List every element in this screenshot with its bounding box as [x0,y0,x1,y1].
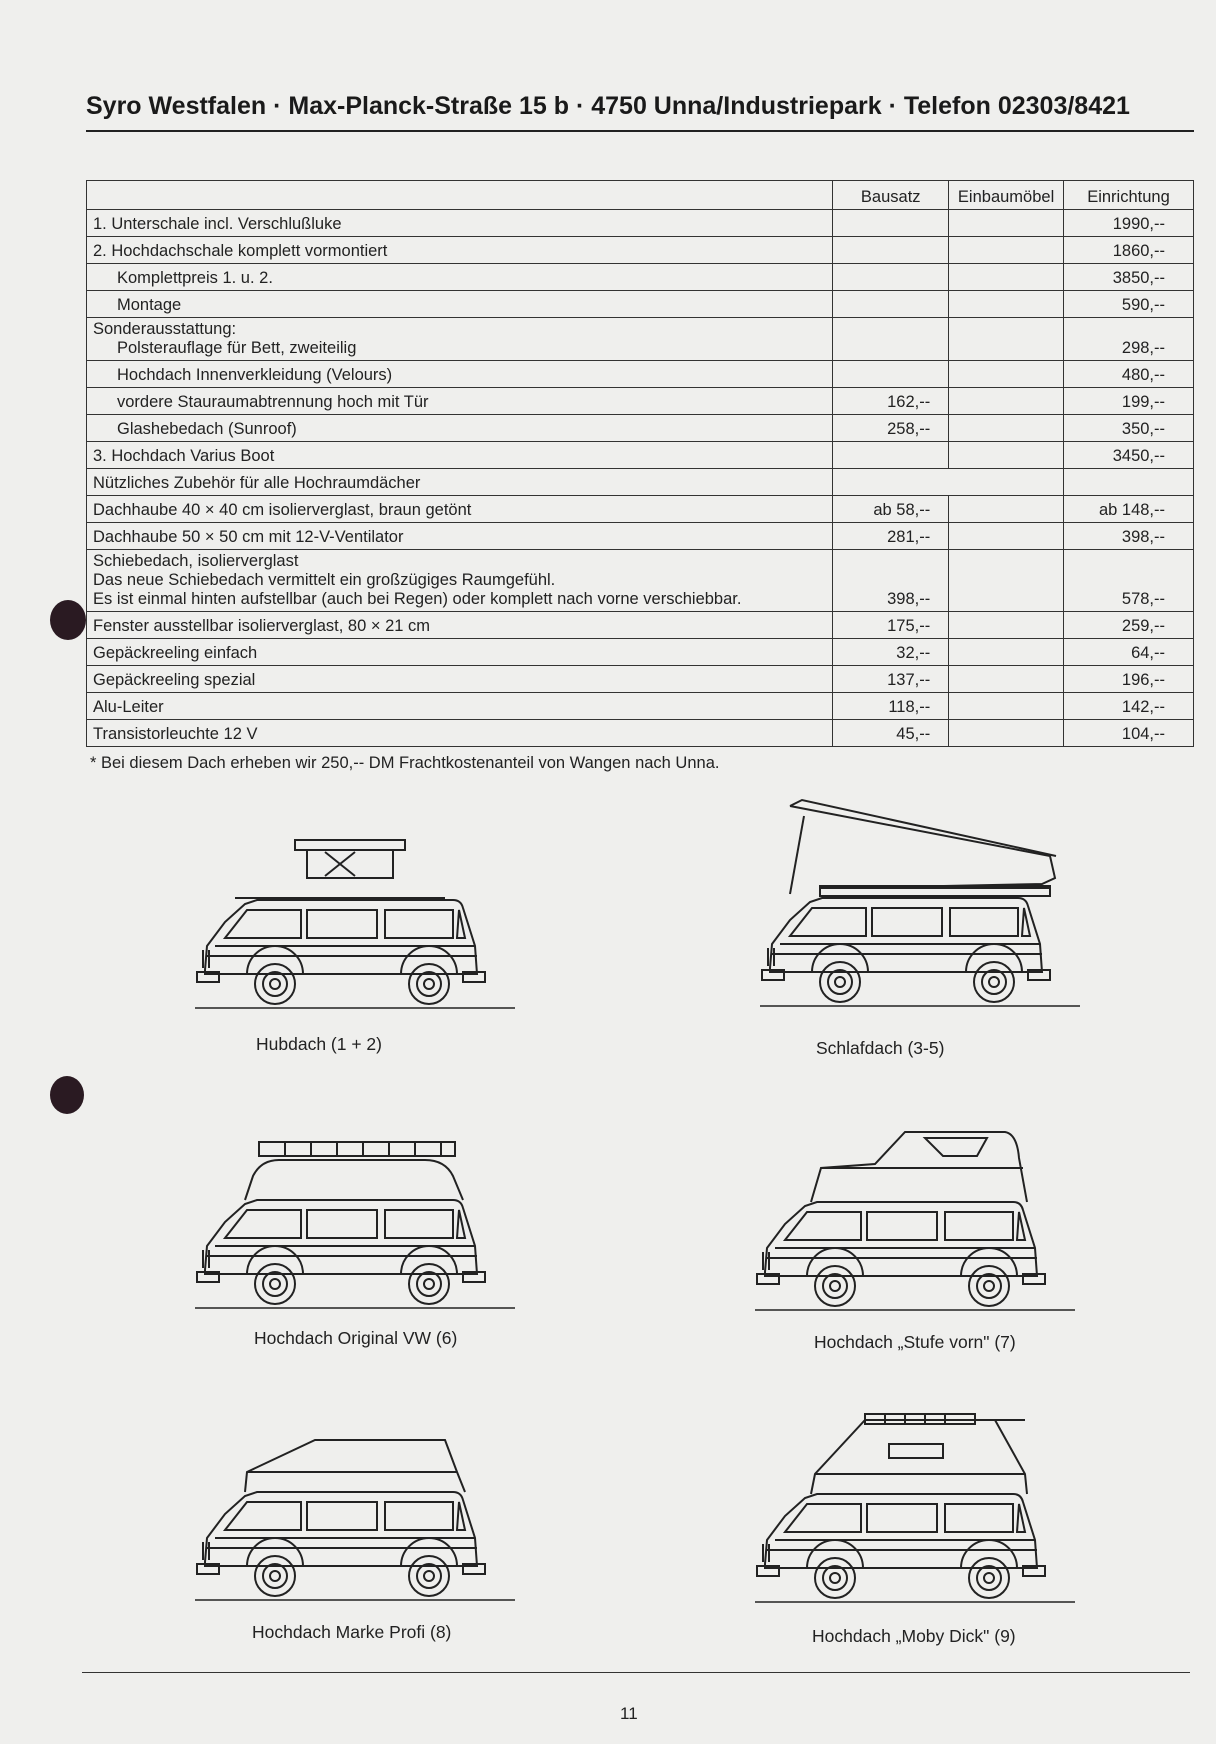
row-desc: 3. Hochdach Varius Boot [87,442,833,469]
row-einrichtung: 142,-- [1063,693,1193,720]
caption-schlafdach: Schlafdach (3-5) [816,1038,945,1058]
row-einbau [949,210,1064,237]
table-row [87,442,1194,469]
row-bausatz: 32,-- [833,639,949,666]
table-row [87,612,1194,639]
row-einbau [949,612,1064,639]
row-einbau [949,388,1064,415]
van-hochdach-moby-dick-drawing [755,1410,1085,1606]
row-desc: Gepäckreeling einfach [87,639,833,666]
row-einbau [949,237,1064,264]
table-row [87,318,1194,361]
row-einbau [949,720,1064,747]
col-header-bausatz: Bausatz [833,181,949,210]
row-bausatz: ab 58,-- [833,496,949,523]
row-bausatz: 162,-- [833,388,949,415]
row-desc: Dachhaube 40 × 40 cm isolierverglast, braun getönt [87,496,833,523]
row-einrichtung: 104,-- [1063,720,1193,747]
row-bausatz [833,210,949,237]
row-bausatz [833,469,949,496]
table-row [87,639,1194,666]
row-einbau [949,693,1064,720]
caption-hubdach: Hubdach (1 + 2) [256,1034,382,1054]
row-desc-line: Polsterauflage für Bett, zweiteilig [117,339,357,357]
row-desc: Hochdach Innenverkleidung (Velours) [87,361,833,388]
van-schlafdach-drawing [760,798,1090,1013]
table-row [87,237,1194,264]
row-desc: 1. Unterschale incl. Verschlußluke [87,210,833,237]
row-einrichtung: 3850,-- [1063,264,1193,291]
punch-hole [50,600,86,640]
caption-hochdach-stufe-vorn: Hochdach „Stufe vorn" (7) [814,1332,1016,1352]
row-bausatz: 398,-- [833,550,949,612]
row-einrichtung: 578,-- [1063,550,1193,612]
caption-hochdach-moby-dick: Hochdach „Moby Dick" (9) [812,1626,1016,1646]
row-bausatz [833,442,949,469]
row-bausatz: 281,-- [833,523,949,550]
punch-hole [50,1076,84,1114]
footnote: * Bei diesem Dach erheben wir 250,-- DM Frachtkostenanteil von Wangen nach Unna. [90,754,720,772]
row-einbau [949,523,1064,550]
row-einbau [949,442,1064,469]
row-einrichtung: 398,-- [1063,523,1193,550]
row-bausatz: 175,-- [833,612,949,639]
row-einbau [949,291,1064,318]
table-row [87,210,1194,237]
row-desc-line: Sonderausstattung: [93,320,237,338]
table-row [87,666,1194,693]
row-einrichtung: ab 148,-- [1063,496,1193,523]
table-row [87,496,1194,523]
row-einbau [949,496,1064,523]
row-desc: Nützliches Zubehör für alle Hochraumdächer [87,469,833,496]
row-desc: Komplettpreis 1. u. 2. [87,264,833,291]
row-bausatz: 45,-- [833,720,949,747]
table-row [87,388,1194,415]
table-row [87,550,1194,612]
row-bausatz [833,237,949,264]
row-einrichtung: 350,-- [1063,415,1193,442]
row-einbau [949,469,1064,496]
van-hochdach-stufe-vorn-drawing [755,1128,1085,1314]
page-number: 11 [620,1704,638,1723]
row-bausatz [833,291,949,318]
row-bausatz [833,264,949,291]
caption-hochdach-original: Hochdach Original VW (6) [254,1328,458,1348]
van-hochdach-profi-drawing [195,1432,525,1602]
footer-rule [82,1672,1190,1673]
row-einrichtung: 298,-- [1063,318,1193,361]
table-row [87,361,1194,388]
row-einrichtung: 1990,-- [1063,210,1193,237]
caption-hochdach-profi: Hochdach Marke Profi (8) [252,1622,452,1642]
price-table [86,180,1194,747]
row-bausatz [833,361,949,388]
row-desc [87,550,833,612]
row-einbau [949,264,1064,291]
row-desc-line: Das neue Schiebedach vermittelt ein großzügiges Raumgefühl. [93,571,556,589]
van-hubdach-drawing [195,828,525,1013]
table-row [87,720,1194,747]
row-einbau [949,415,1064,442]
row-einbau [949,639,1064,666]
row-einrichtung: 199,-- [1063,388,1193,415]
row-bausatz [833,318,949,361]
row-desc: Gepäckreeling spezial [87,666,833,693]
row-desc-line: Es ist einmal hinten aufstellbar (auch bei Regen) oder komplett nach vorne verschiebbar. [93,590,742,608]
table-row [87,291,1194,318]
col-header-einrichtung: Einrichtung [1063,181,1193,210]
row-einrichtung: 3450,-- [1063,442,1193,469]
row-einbau [949,318,1064,361]
row-einrichtung: 259,-- [1063,612,1193,639]
row-desc: vordere Stauraumabtrennung hoch mit Tür [87,388,833,415]
table-row [87,469,1194,496]
table-row [87,415,1194,442]
row-desc: Glashebedach (Sunroof) [87,415,833,442]
page-header: Syro Westfalen · Max-Planck-Straße 15 b · 4750 Unna/Industriepark · Telefon 02303/8421 [86,92,1194,132]
row-bausatz: 118,-- [833,693,949,720]
row-einrichtung [1063,469,1193,496]
table-header-row [87,181,1194,210]
row-einbau [949,666,1064,693]
table-row [87,693,1194,720]
table-row [87,264,1194,291]
row-desc: 2. Hochdachschale komplett vormontiert [87,237,833,264]
row-desc: Dachhaube 50 × 50 cm mit 12-V-Ventilator [87,523,833,550]
row-einbau [949,361,1064,388]
row-desc: Fenster ausstellbar isolierverglast, 80 × 21 cm [87,612,833,639]
row-einrichtung: 64,-- [1063,639,1193,666]
header-blank [87,181,833,210]
row-einrichtung: 480,-- [1063,361,1193,388]
van-hochdach-original-drawing [195,1138,525,1310]
row-einrichtung: 1860,-- [1063,237,1193,264]
row-einrichtung: 590,-- [1063,291,1193,318]
row-desc: Montage [87,291,833,318]
row-desc: Transistorleuchte 12 V [87,720,833,747]
row-bausatz: 137,-- [833,666,949,693]
row-bausatz: 258,-- [833,415,949,442]
row-desc-line: Schiebedach, isolierverglast [93,552,299,570]
table-row [87,523,1194,550]
row-einbau [949,550,1064,612]
row-desc [87,318,833,361]
row-desc: Alu-Leiter [87,693,833,720]
row-einrichtung: 196,-- [1063,666,1193,693]
col-header-einbaumoebel: Einbaumöbel [949,181,1064,210]
